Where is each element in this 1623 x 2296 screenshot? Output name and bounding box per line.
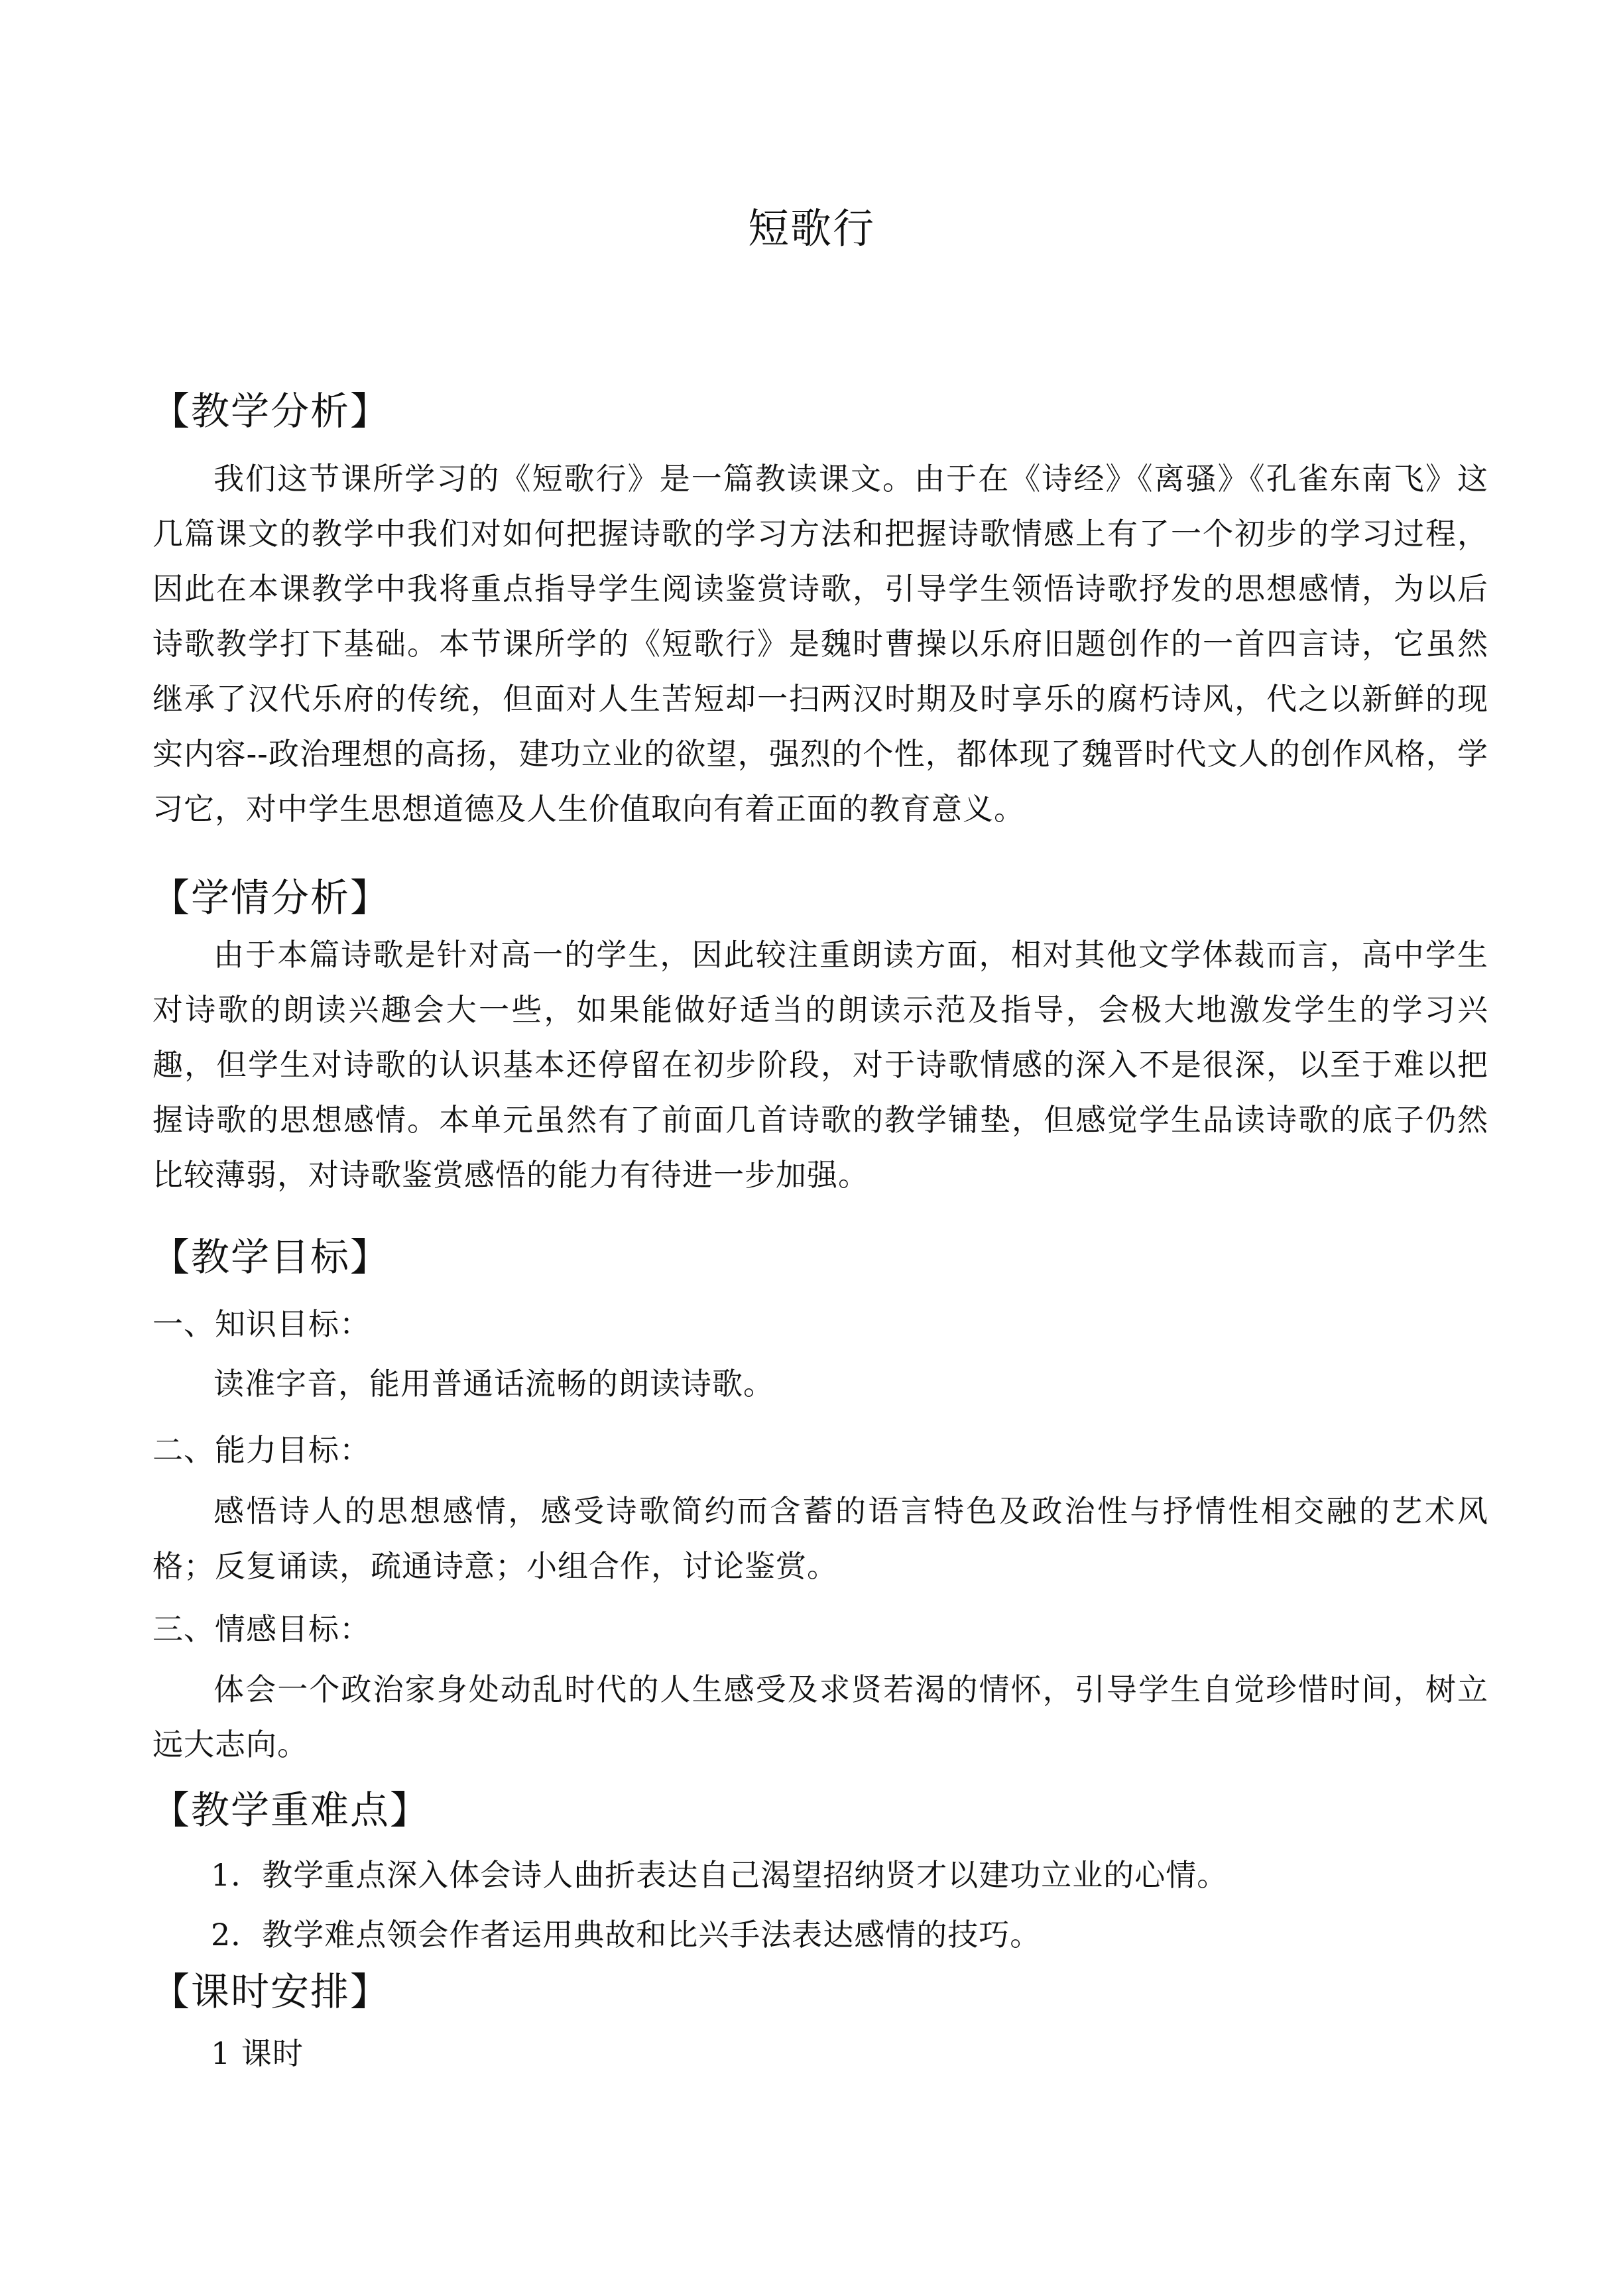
key-point-item-2: 2．教学难点领会作者运用典故和比兴手法表达感情的技巧。 — [211, 1917, 1042, 1953]
ability-goal-text: 感悟诗人的思想感情，感受诗歌简约而含蓄的语言特色及政治性与抒情性相交融的艺术风格；反复诵读，疏通诗意；小组合作，讨论鉴赏。 — [152, 1493, 1488, 1584]
emotion-goal-label: 三、情感目标： — [152, 1611, 371, 1647]
schedule-text: 1 课时 — [211, 2035, 304, 2071]
document-title: 短歌行 — [747, 204, 875, 253]
key-point-item-1: 1．教学重点深入体会诗人曲折表达自己渴望招纳贤才以建功立业的心情。 — [211, 1857, 1229, 1893]
heading-student-analysis: 【学情分析】 — [151, 875, 391, 920]
paragraph-teaching-analysis: 我们这节课所学习的《短歌行》是一篇教读课文。由于在《诗经》《离骚》《孔雀东南飞》这几篇课文的教学中我们对如何把握诗歌的学习方法和把握诗歌情感上有了一个初步的学习过程，因此在本课教学中我将重点指导学生阅读鉴赏诗歌，引导学生领悟诗歌抒发的思想感情，为以后诗歌教学打下基础。本节课所学的《短歌行》是魏时曹操以乐府旧题创作的一首四言诗，它虽然继承了汉代乐府的传统，但面对人生苦短却一扫两汉时期及时享乐的腐朽诗风，代之以新鲜的现实内容--政治理想的高扬，建功立业的欲望，强烈的个性，都体现了魏晋时代文人的创作风格，学习它，对中学生思想道德及人生价值取向有着正面的教育意义。 — [152, 461, 1488, 827]
heading-key-points: 【教学重难点】 — [151, 1787, 430, 1833]
knowledge-goal-text: 读准字音，能用普通话流畅的朗读诗歌。 — [213, 1366, 774, 1402]
heading-teaching-analysis: 【教学分析】 — [151, 389, 391, 434]
ability-goal-label: 二、能力目标： — [152, 1432, 371, 1468]
paragraph-student-analysis: 由于本篇诗歌是针对高一的学生，因此较注重朗读方面，相对其他文学体裁而言，高中学生对诗歌的朗读兴趣会大一些，如果能做好适当的朗读示范及指导，会极大地激发学生的学习兴趣，但学生对诗歌的认识基本还停留在初步阶段，对于诗歌情感的深入不是很深，以至于难以把握诗歌的思想感情。本单元虽然有了前面几首诗歌的教学铺垫，但感觉学生品读诗歌的底子仍然比较薄弱，对诗歌鉴赏感悟的能力有待进一步加强。 — [152, 937, 1488, 1193]
emotion-goal-text: 体会一个政治家身处动乱时代的人生感受及求贤若渴的情怀，引导学生自觉珍惜时间，树立远大志向。 — [152, 1671, 1488, 1762]
heading-schedule: 【课时安排】 — [151, 1969, 391, 2014]
heading-teaching-goals: 【教学目标】 — [151, 1235, 391, 1280]
knowledge-goal-label: 一、知识目标： — [152, 1306, 371, 1342]
